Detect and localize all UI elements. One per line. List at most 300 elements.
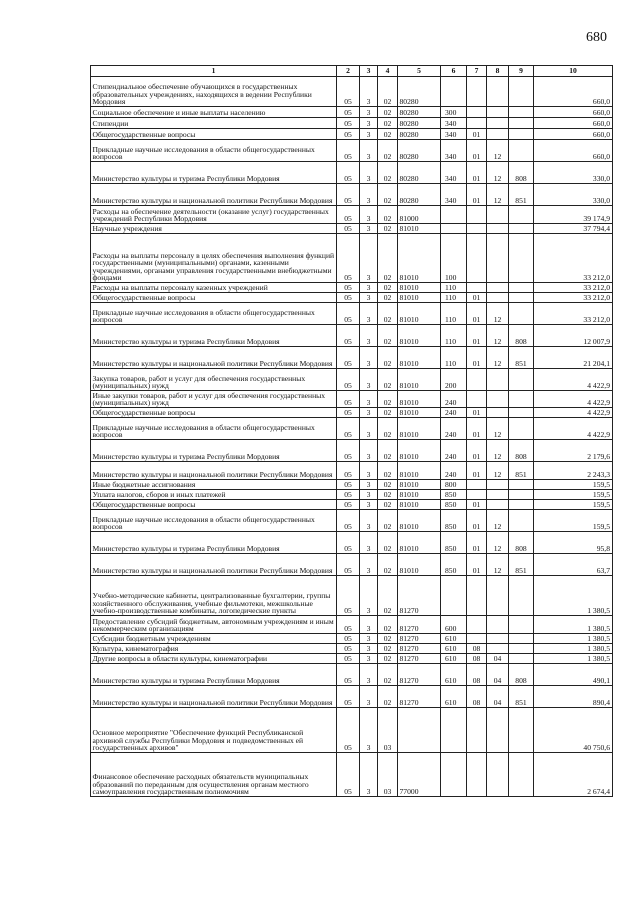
code-cell: 05 [337, 162, 360, 184]
code-cell: 05 [337, 654, 360, 664]
description-cell: Расходы на выплаты персоналу казенных учреждений [91, 283, 337, 293]
code-cell: 3 [360, 369, 378, 391]
code-cell: 05 [337, 664, 360, 686]
code-cell: 81010 [398, 347, 441, 369]
table-row [91, 440, 613, 462]
table-row [91, 303, 613, 325]
code-cell [487, 206, 509, 224]
description-cell: Учебно-методические кабинеты, централизованные бухгалтерии, группы хозяйственного обслуживания, учебные фильмотеки, межшкольные учебно-производственные комбинаты, логопедические пункты [91, 576, 337, 616]
code-cell: 81270 [398, 616, 441, 634]
code-cell: 3 [360, 303, 378, 325]
header-cell: 6 [441, 66, 467, 77]
code-cell: 02 [378, 532, 398, 554]
code-cell: 02 [378, 664, 398, 686]
amount-cell: 4 422,9 [534, 408, 613, 418]
code-cell: 02 [378, 462, 398, 480]
code-cell: 12 [487, 140, 509, 162]
code-cell: 12 [487, 440, 509, 462]
code-cell [509, 293, 534, 303]
code-cell [441, 224, 467, 234]
code-cell [509, 283, 534, 293]
code-cell: 05 [337, 462, 360, 480]
code-cell: 05 [337, 510, 360, 532]
code-cell [487, 234, 509, 283]
code-cell [487, 283, 509, 293]
code-cell [487, 753, 509, 797]
code-cell: 01 [467, 462, 487, 480]
description-cell: Министерство культуры и национальной политики Республики Мордовия [91, 184, 337, 206]
code-cell: 81010 [398, 490, 441, 500]
table-row [91, 664, 613, 686]
table-row [91, 576, 613, 616]
code-cell: 05 [337, 369, 360, 391]
code-cell [509, 206, 534, 224]
table-row [91, 391, 613, 408]
code-cell [467, 118, 487, 129]
code-cell: 05 [337, 634, 360, 644]
code-cell [467, 490, 487, 500]
table-row [91, 462, 613, 480]
code-cell [509, 480, 534, 490]
table-row [91, 129, 613, 140]
code-cell [441, 206, 467, 224]
table-row [91, 616, 613, 634]
amount-cell: 40 750,6 [534, 708, 613, 753]
code-cell: 02 [378, 234, 398, 283]
table-row [91, 644, 613, 654]
description-cell: Стипендиальное обеспечение обучающихся в государственных образовательных учреждениях, находящихся в ведении Республики Мордовия [91, 77, 337, 107]
code-cell: 01 [467, 162, 487, 184]
code-cell: 01 [467, 347, 487, 369]
table-row [91, 654, 613, 664]
description-cell: Прикладные научные исследования в области общегосударственных вопросов [91, 510, 337, 532]
code-cell [487, 708, 509, 753]
code-cell: 80280 [398, 129, 441, 140]
code-cell: 3 [360, 140, 378, 162]
description-cell: Научные учреждения [91, 224, 337, 234]
code-cell [509, 708, 534, 753]
code-cell: 340 [441, 162, 467, 184]
code-cell: 05 [337, 532, 360, 554]
code-cell: 12 [487, 554, 509, 576]
code-cell: 81010 [398, 510, 441, 532]
code-cell: 81270 [398, 664, 441, 686]
code-cell: 02 [378, 391, 398, 408]
code-cell: 3 [360, 654, 378, 664]
code-cell: 81000 [398, 206, 441, 224]
code-cell [509, 418, 534, 440]
code-cell: 81010 [398, 440, 441, 462]
code-cell [487, 129, 509, 140]
code-cell: 05 [337, 303, 360, 325]
code-cell: 3 [360, 644, 378, 654]
code-cell: 02 [378, 107, 398, 118]
code-cell: 110 [441, 293, 467, 303]
code-cell: 05 [337, 234, 360, 283]
code-cell [487, 634, 509, 644]
code-cell: 04 [487, 686, 509, 708]
header-cell: 5 [398, 66, 441, 77]
table-row [91, 206, 613, 224]
code-cell [509, 576, 534, 616]
code-cell [487, 391, 509, 408]
code-cell: 3 [360, 510, 378, 532]
code-cell [467, 753, 487, 797]
code-cell: 3 [360, 325, 378, 347]
code-cell: 02 [378, 129, 398, 140]
code-cell: 110 [441, 325, 467, 347]
amount-cell: 330,0 [534, 162, 613, 184]
code-cell: 01 [467, 554, 487, 576]
code-cell: 05 [337, 107, 360, 118]
code-cell: 05 [337, 490, 360, 500]
code-cell: 3 [360, 184, 378, 206]
code-cell: 01 [467, 408, 487, 418]
table-row [91, 686, 613, 708]
code-cell: 3 [360, 118, 378, 129]
code-cell: 02 [378, 293, 398, 303]
description-cell: Министерство культуры и туризма Республики Мордовия [91, 532, 337, 554]
amount-cell: 660,0 [534, 140, 613, 162]
code-cell: 80280 [398, 162, 441, 184]
code-cell [467, 391, 487, 408]
code-cell [487, 107, 509, 118]
code-cell [467, 77, 487, 107]
code-cell: 81010 [398, 293, 441, 303]
code-cell: 808 [509, 162, 534, 184]
code-cell: 80280 [398, 184, 441, 206]
code-cell: 610 [441, 654, 467, 664]
table-row [91, 107, 613, 118]
table-body [91, 77, 613, 797]
code-cell [487, 644, 509, 654]
table-row [91, 480, 613, 490]
amount-cell: 39 174,9 [534, 206, 613, 224]
code-cell [509, 303, 534, 325]
code-cell: 05 [337, 554, 360, 576]
code-cell: 851 [509, 347, 534, 369]
code-cell: 04 [487, 664, 509, 686]
code-cell: 05 [337, 708, 360, 753]
table-row [91, 162, 613, 184]
description-cell: Общегосударственные вопросы [91, 293, 337, 303]
code-cell: 81010 [398, 391, 441, 408]
table-row [91, 510, 613, 532]
description-cell: Министерство культуры и национальной политики Республики Мордовия [91, 686, 337, 708]
code-cell: 05 [337, 206, 360, 224]
code-cell: 81010 [398, 224, 441, 234]
header-cell: 3 [360, 66, 378, 77]
amount-cell: 4 422,9 [534, 418, 613, 440]
amount-cell: 37 794,4 [534, 224, 613, 234]
table-row [91, 634, 613, 644]
code-cell: 08 [467, 686, 487, 708]
code-cell: 80280 [398, 140, 441, 162]
description-cell: Основное мероприятие "Обеспечение функций Республиканской архивной службы Республики Мордовия и подведомственных ей государственных архивов" [91, 708, 337, 753]
code-cell: 05 [337, 347, 360, 369]
code-cell: 02 [378, 576, 398, 616]
code-cell: 05 [337, 325, 360, 347]
amount-cell: 2 243,3 [534, 462, 613, 480]
code-cell: 02 [378, 490, 398, 500]
code-cell [509, 500, 534, 510]
table-row [91, 140, 613, 162]
code-cell [487, 118, 509, 129]
code-cell: 01 [467, 510, 487, 532]
code-cell: 02 [378, 184, 398, 206]
code-cell: 3 [360, 224, 378, 234]
code-cell: 808 [509, 325, 534, 347]
code-cell [398, 708, 441, 753]
code-cell: 3 [360, 408, 378, 418]
code-cell: 81010 [398, 480, 441, 490]
code-cell: 02 [378, 347, 398, 369]
amount-cell: 33 212,0 [534, 293, 613, 303]
code-cell: 81270 [398, 654, 441, 664]
code-cell: 3 [360, 616, 378, 634]
code-cell: 12 [487, 303, 509, 325]
code-cell: 05 [337, 616, 360, 634]
description-cell: Министерство культуры и туризма Республики Мордовия [91, 325, 337, 347]
header-cell: 1 [91, 66, 337, 77]
code-cell: 01 [467, 418, 487, 440]
code-cell: 851 [509, 462, 534, 480]
code-cell [509, 634, 534, 644]
code-cell: 05 [337, 184, 360, 206]
description-cell: Иные закупки товаров, работ и услуг для обеспечения государственных (муниципальных) нужд [91, 391, 337, 408]
code-cell: 01 [467, 140, 487, 162]
amount-cell: 1 380,5 [534, 654, 613, 664]
description-cell: Общегосударственные вопросы [91, 500, 337, 510]
description-cell: Уплата налогов, сборов и иных платежей [91, 490, 337, 500]
header-cell: 7 [467, 66, 487, 77]
code-cell: 77000 [398, 753, 441, 797]
code-cell: 12 [487, 184, 509, 206]
code-cell: 240 [441, 418, 467, 440]
code-cell: 01 [467, 532, 487, 554]
code-cell: 12 [487, 325, 509, 347]
code-cell: 80280 [398, 77, 441, 107]
code-cell: 05 [337, 408, 360, 418]
code-cell: 01 [467, 500, 487, 510]
code-cell: 808 [509, 440, 534, 462]
table-row [91, 490, 613, 500]
code-cell: 81010 [398, 283, 441, 293]
code-cell: 02 [378, 510, 398, 532]
code-cell [467, 234, 487, 283]
code-cell: 3 [360, 554, 378, 576]
code-cell: 08 [467, 654, 487, 664]
code-cell [467, 369, 487, 391]
description-cell: Другие вопросы в области культуры, кинематографии [91, 654, 337, 664]
amount-cell: 660,0 [534, 107, 613, 118]
amount-cell: 33 212,0 [534, 283, 613, 293]
code-cell: 05 [337, 418, 360, 440]
code-cell: 01 [467, 325, 487, 347]
code-cell [467, 616, 487, 634]
description-cell: Закупка товаров, работ и услуг для обеспечения государственных (муниципальных) нужд [91, 369, 337, 391]
code-cell: 800 [441, 480, 467, 490]
code-cell: 02 [378, 303, 398, 325]
code-cell: 3 [360, 440, 378, 462]
code-cell [487, 616, 509, 634]
code-cell: 02 [378, 408, 398, 418]
code-cell [509, 369, 534, 391]
code-cell [509, 107, 534, 118]
code-cell [487, 408, 509, 418]
code-cell [509, 654, 534, 664]
code-cell: 02 [378, 77, 398, 107]
description-cell: Министерство культуры и туризма Республики Мордовия [91, 162, 337, 184]
code-cell: 05 [337, 224, 360, 234]
code-cell [509, 616, 534, 634]
code-cell: 81010 [398, 369, 441, 391]
code-cell: 100 [441, 234, 467, 283]
table-row [91, 500, 613, 510]
amount-cell: 2 674,4 [534, 753, 613, 797]
code-cell: 02 [378, 500, 398, 510]
code-cell: 80280 [398, 118, 441, 129]
code-cell: 3 [360, 708, 378, 753]
code-cell: 12 [487, 510, 509, 532]
table-row [91, 77, 613, 107]
code-cell: 03 [378, 753, 398, 797]
code-cell: 81010 [398, 462, 441, 480]
amount-cell: 890,4 [534, 686, 613, 708]
description-cell: Культура, кинематография [91, 644, 337, 654]
code-cell: 110 [441, 303, 467, 325]
code-cell: 610 [441, 686, 467, 708]
code-cell [487, 576, 509, 616]
code-cell: 05 [337, 77, 360, 107]
code-cell: 01 [467, 303, 487, 325]
code-cell: 850 [441, 490, 467, 500]
code-cell: 850 [441, 500, 467, 510]
code-cell: 04 [487, 654, 509, 664]
code-cell: 850 [441, 532, 467, 554]
code-cell: 851 [509, 554, 534, 576]
code-cell: 05 [337, 753, 360, 797]
code-cell: 81010 [398, 303, 441, 325]
code-cell: 3 [360, 462, 378, 480]
code-cell: 81270 [398, 634, 441, 644]
code-cell [467, 206, 487, 224]
page-number: 680 [586, 30, 607, 45]
description-cell: Министерство культуры и национальной политики Республики Мордовия [91, 554, 337, 576]
description-cell: Министерство культуры и туризма Республики Мордовия [91, 440, 337, 462]
code-cell [441, 708, 467, 753]
amount-cell: 159,5 [534, 490, 613, 500]
description-cell: Министерство культуры и национальной политики Республики Мордовия [91, 462, 337, 480]
code-cell [487, 500, 509, 510]
code-cell [467, 283, 487, 293]
code-cell: 3 [360, 347, 378, 369]
code-cell: 08 [467, 644, 487, 654]
description-cell: Субсидии бюджетным учреждениям [91, 634, 337, 644]
code-cell [467, 480, 487, 490]
amount-cell: 12 007,9 [534, 325, 613, 347]
code-cell: 02 [378, 480, 398, 490]
code-cell [509, 77, 534, 107]
description-cell: Расходы на обеспечение деятельности (оказание услуг) государственных учреждений Республики Мордовия [91, 206, 337, 224]
amount-cell: 4 422,9 [534, 391, 613, 408]
code-cell [487, 369, 509, 391]
code-cell: 340 [441, 184, 467, 206]
code-cell: 110 [441, 347, 467, 369]
description-cell: Общегосударственные вопросы [91, 129, 337, 140]
code-cell [509, 129, 534, 140]
code-cell [487, 480, 509, 490]
code-cell: 3 [360, 490, 378, 500]
code-cell: 81010 [398, 234, 441, 283]
code-cell [509, 224, 534, 234]
code-cell: 02 [378, 162, 398, 184]
code-cell: 03 [378, 708, 398, 753]
code-cell: 02 [378, 118, 398, 129]
code-cell: 02 [378, 369, 398, 391]
code-cell: 02 [378, 325, 398, 347]
code-cell: 3 [360, 686, 378, 708]
code-cell: 05 [337, 391, 360, 408]
code-cell: 3 [360, 532, 378, 554]
amount-cell: 1 380,5 [534, 576, 613, 616]
table-row [91, 347, 613, 369]
table-row [91, 753, 613, 797]
description-cell: Иные бюджетные ассигнования [91, 480, 337, 490]
code-cell [509, 510, 534, 532]
amount-cell: 490,1 [534, 664, 613, 686]
code-cell: 851 [509, 686, 534, 708]
code-cell: 05 [337, 576, 360, 616]
description-cell: Предоставление субсидий бюджетным, автономным учреждениям и иным некоммерческим организациям [91, 616, 337, 634]
code-cell: 02 [378, 440, 398, 462]
code-cell: 850 [441, 510, 467, 532]
description-cell: Министерство культуры и туризма Республики Мордовия [91, 664, 337, 686]
code-cell: 02 [378, 634, 398, 644]
code-cell: 3 [360, 753, 378, 797]
code-cell: 12 [487, 418, 509, 440]
code-cell: 80280 [398, 107, 441, 118]
code-cell: 81010 [398, 418, 441, 440]
code-cell: 01 [467, 184, 487, 206]
code-cell: 81270 [398, 686, 441, 708]
code-cell: 340 [441, 129, 467, 140]
code-cell: 3 [360, 418, 378, 440]
description-cell: Общегосударственные вопросы [91, 408, 337, 418]
code-cell: 3 [360, 664, 378, 686]
code-cell [509, 391, 534, 408]
code-cell: 01 [467, 129, 487, 140]
header-cell: 4 [378, 66, 398, 77]
code-cell: 81010 [398, 554, 441, 576]
table-row [91, 283, 613, 293]
code-cell: 05 [337, 500, 360, 510]
code-cell: 02 [378, 616, 398, 634]
code-cell: 610 [441, 634, 467, 644]
amount-cell: 1 380,5 [534, 616, 613, 634]
code-cell: 610 [441, 664, 467, 686]
table-row [91, 234, 613, 283]
code-cell: 240 [441, 440, 467, 462]
code-cell [509, 490, 534, 500]
description-cell: Прикладные научные исследования в области общегосударственных вопросов [91, 303, 337, 325]
table-row [91, 418, 613, 440]
description-cell: Социальное обеспечение и иные выплаты населению [91, 107, 337, 118]
code-cell [467, 224, 487, 234]
amount-cell: 33 212,0 [534, 234, 613, 283]
code-cell: 300 [441, 107, 467, 118]
code-cell: 05 [337, 440, 360, 462]
